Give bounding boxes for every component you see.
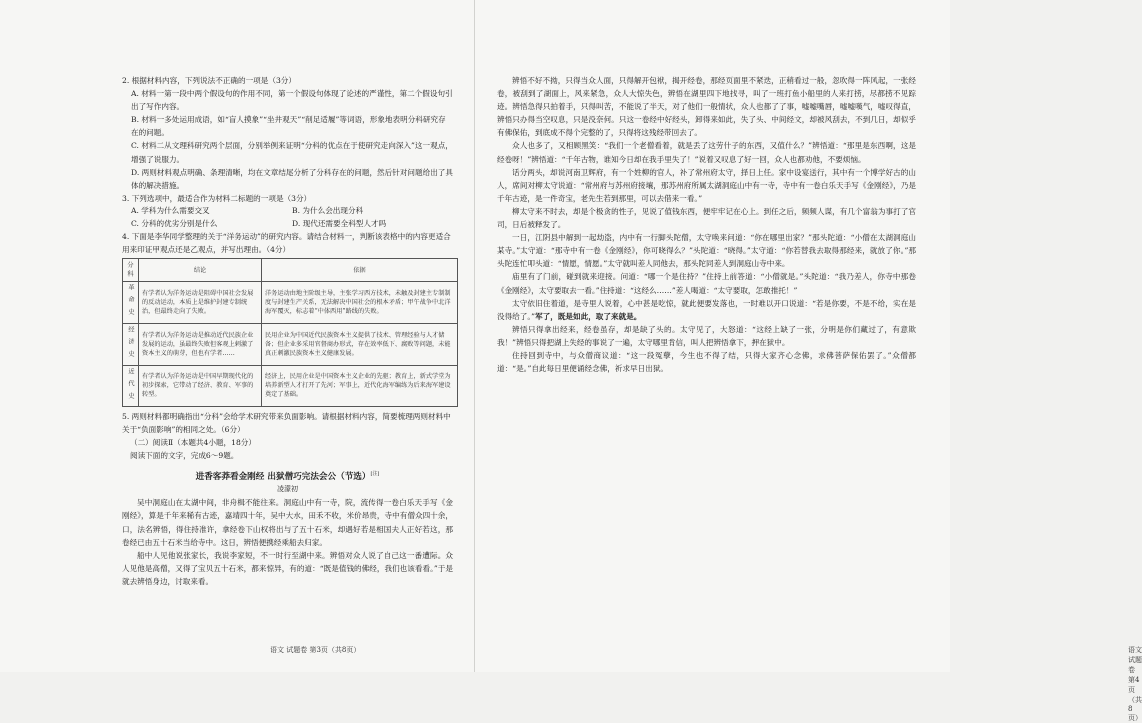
article-paragraph: 话分两头，却说河南卫辉府，有一个姓柳的官人，补了常州府太守，择日上任。家中设宴送行，其中有一个博学好古的山人，席间对柳太守说道：“常州府与苏州府接壤，那苏州府所属太湖洞庭山中有一寺，寺中有一卷白乐天手写《金刚经》，乃是千年古迹，是一件奇宝，老先生若到那里，可以去借来一看。” (497, 167, 916, 203)
table-cell-category: 经济史 (123, 323, 139, 365)
page-footer: 语文 试题卷 第4页（共8页） (1128, 646, 1142, 722)
table-cell-conclusion: 有学者认为洋务运动是中国早期现代化的初步探索，它带动了经济、教育、军事的转型。 (139, 365, 262, 407)
q3-options (122, 205, 453, 230)
q4-stem: 4. 下面是李华同学整理的关于“洋务运动”的研究内容。请结合材料一，判断该表格中的内容更适合用来印证甲观点还是乙观点，并写出理由。（4分） (122, 232, 451, 255)
q5-stem: 5. 两则材料都明确指出“分科”会给学术研究带来负面影响。请根据材料内容，简要梳理两则材料中关于“负面影响”的相同之处。（6分） (122, 412, 451, 435)
table-header-evidence: 依据 (262, 259, 458, 282)
q3-option-b: B. 为什么会出现分科 (292, 205, 364, 215)
q2-option-b: B. 材料一多处运用成语，如“盲人摸象”“坐井观天”“削足适履”等词语，形象地表明分科研究存在的问题。 (131, 115, 446, 138)
article-paragraph: 辨悟只得拿出经来，经卷虽存，却是缺了头的。太守见了，大怒道：“这经上缺了一张，分明是你们藏过了，有意欺我！”辨悟只得把湖上失经的事说了一遍，太守哪里肯信，叫人把辨悟拿下，押在狱中。 (497, 324, 916, 347)
article-title-note: [注] (370, 470, 380, 477)
table-row (123, 365, 458, 407)
reading-section-header: （二）阅读Ⅱ（本题共4小题，18分） (130, 438, 256, 448)
table-header-conclusion: 结论 (139, 259, 262, 282)
table-cell-evidence: 经济上，民用企业是中国资本主义企业的先驱；教育上，新式学堂为培养新型人才打开了先河；军事上，近代化海军编练为后来海军建设奠定了基础。 (262, 365, 458, 407)
article-paragraph: 庙里有了门前，碰到就来迎接。问道：“哪一个是住持？”住持上前答道：“小僧就是。”头陀道：“我乃差人，你寺中那卷《金刚经》，太守要取去一看。”住持道：“这经么……”差人喝道：“太守要取，怎敢推托！” (497, 272, 916, 295)
q2-stem: 2. 根据材料内容，下列说法不正确的一项是（3分） (122, 76, 296, 85)
article-paragraph: 辨悟不好不拗，只得当众人面，只得解开包袱，揭开经卷，那经页面里不紧迭，正稍看过一般，忽吹得一阵风起，一张经卷，被刮到了湖面上，风来紧急，众人大惊失色，辨悟在湖里四下地找寻，叫了一班打鱼小船里的人来打捞，尽都捞不见踪迹。辨悟急得只拍着手，只得叫苦，不能说了半天，对了他们一般情状，众人也都了了事，嘘嘘嘴唇，嘘嘘嘆气，嘘叹得直，辨悟只办得当空叹息，只是没奈何。只这一卷经中好经头，卸得来如此，失了头、中间经文，却被风刮去，不到几日，却似乎有佛保佑，到底成不得个完整的了，只得将这残经带回去了。 (497, 76, 916, 138)
article-paragraph-text: 太守依旧住着道，是寺里人说着，心中甚是吃惊，就此便要发落也，一时难以开口说道：“若是你要，不是不给，实在是没得给了。” (497, 298, 916, 321)
page-footer: 语文 试题卷 第3页（共8页） (270, 646, 361, 654)
q2-option-d: D. 两则材料观点明确、条理清晰，均在文章结尾分析了分科存在的问题，然后针对问题给出了具体的解决措施。 (131, 167, 453, 190)
q3-option-a: A. 学科为什么需要交叉 (131, 205, 210, 215)
article-author: 凌濛初 (277, 485, 298, 494)
article-paragraph: 一日，江阴县中解到一起劫盗，内中有一行脚头陀僧，太守唤来问道：“你在哪里出家？”那头陀道：“小僧在太湖洞庭山某寺。”太守道：“那寺中有一卷《金刚经》，你可晓得么？”头陀道：“晓得。”太守道：“你若替我去取得那经来，就放了你。”那头陀连忙叩头道：“情愿，情愿。”太守就叫差人同他去，那头陀同差人到洞庭山寺中来。 (497, 233, 916, 269)
bold-phrase: 军了，既是如此，取了来就是。 (535, 311, 642, 321)
left-page (0, 0, 475, 672)
reading-instruction: 阅读下面的文字，完成6～9题。 (130, 451, 239, 461)
article-paragraph: 住持回到寺中，与众僧商议道：“这一段冤孽，今生也不得了结，只得大家齐心念佛，求佛菩萨保佑罢了。”众僧都道：“是。”自此每日里便诵经念佛，祈求早日出狱。 (497, 350, 916, 374)
article-title (122, 467, 453, 484)
table-cell-category: 革命史 (123, 282, 139, 324)
table-header-category: 分科 (123, 259, 139, 282)
q3-option-c: C. 分科的优劣分别是什么 (131, 218, 218, 228)
article-paragraph: 船中人见他说张家长，我说李家短，不一时行至湖中来。辨悟对众人说了自己这一番遭际。众人见他是高僧，又得了宝贝五十石米，都来惊异，有的道：“既是值钱的佛经，我们也该看看。”于是就去辨悟身边，讨取来看。 (122, 550, 453, 586)
q3-stem: 3. 下列选项中，最适合作为材料二标题的一项是（3分） (122, 193, 312, 203)
table-cell-evidence: 民用企业为中国近代民族资本主义提供了技术、管理经验与人才储备；但企业多采用官督商办形式，存在效率低下、腐败等问题，未能真正刺激民族资本主义健康发展。 (262, 323, 458, 365)
q3-option-d: D. 现代还需要全科型人才吗 (292, 218, 387, 228)
table-row (123, 323, 458, 365)
article-paragraph: 众人也多了，又相顾黑笑：“我们一个老僧看着，就是丢了这劳什子的东西，又值什么？”辨悟道：“那里是东西啊，这是经卷呀！”辨悟道：“千年古物，谁知今日却在我手里失了！”说着又叹息了好一回，众人也都劝他，不要烦恼。 (497, 141, 916, 164)
table-cell-evidence: 洋务运动由地主阶级主导，主张学习西方技术，未触及封建主专制制度与封建生产关系，无法解决中国社会的根本矛盾；甲午战争中北洋海军覆灭，标志着“中体西用”路线的失败。 (262, 282, 458, 324)
q2-option-c: C. 材料二从文理科研究两个层面，分别举例来证明“分科的优点在于使研究走向深入”这一观点，增强了说服力。 (131, 141, 453, 164)
table-cell-conclusion: 有学者认为洋务运动是阻碍中国社会发展的反动运动，本质上是维护封建专制统治，但最终走向了失败。 (139, 282, 262, 324)
article-paragraph: 柳太守来不时去，却是个极贪的性子，见说了值钱东西，便牢牢记在心上。到任之后，频频人谋，有几个富翁为事打了官司，日后被释发了。 (497, 206, 916, 230)
history-table (122, 258, 458, 407)
right-page (475, 0, 1142, 722)
article-title-text: 进香客莽看金刚经 出狱僧巧完法会公（节选） (195, 471, 371, 482)
table-header-row (123, 259, 458, 282)
table-cell-conclusion: 有学者认为洋务运动是推动近代民族企业发展的运动，虽最终失败但客观上刺激了资本主义的萌芽，但也有学者…… (139, 323, 262, 365)
article-paragraph: 吴中洞庭山在太湖中间，非舟楫不能往来。洞庭山中有一寺，院，流传得一卷白乐天手写《金刚经》，算是千年来稀有古迹，嘉靖四十年，吴中大水，田禾不收，米价昂贵，寺中有僧众四十余，口，法名辨悟，得住持准许，拿经卷下山权将出与了五十石米，却遇好若是相国夫人正好若这，那卷经已由五十石米当给寺中。这日，辨悟便携经乘船去归家。 (122, 498, 453, 547)
table-row (123, 282, 458, 324)
q2-option-a: A. 材料一第一段中两个假设句的作用不同，第一个假设句体现了论述的严谨性，第二个假设句引出了写作内容。 (131, 89, 453, 112)
article-paragraph (497, 297, 916, 323)
table-cell-category: 近代史 (123, 365, 139, 407)
